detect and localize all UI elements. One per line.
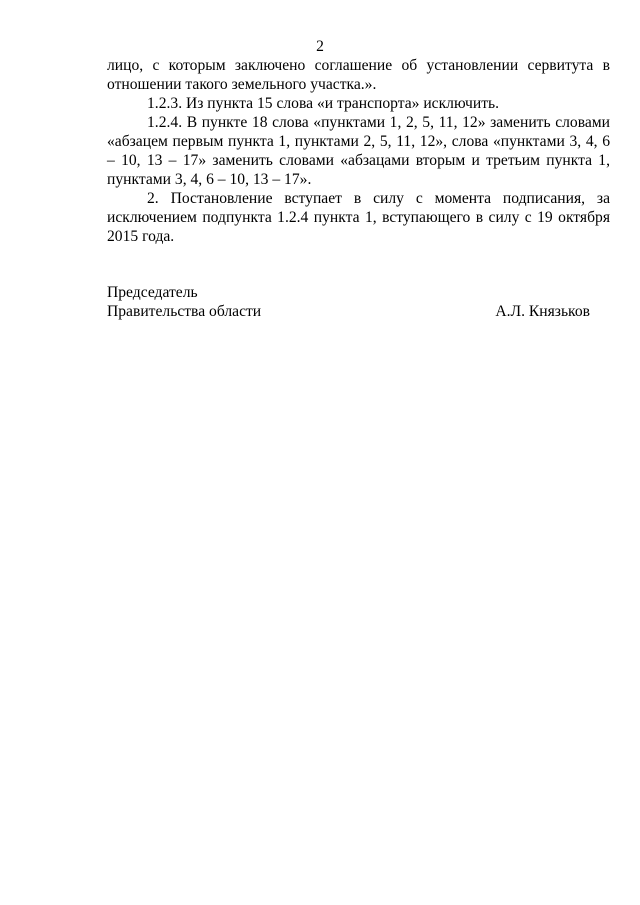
signature-block xyxy=(107,283,590,321)
signatory-name: А.Л. Князьков xyxy=(495,303,590,320)
page-number: 2 xyxy=(316,38,324,55)
signature-line xyxy=(107,302,590,321)
paragraph-1-2-3: 1.2.3. Из пункта 15 слова «и транспорта» исключить. xyxy=(147,95,500,112)
signatory-title-line2: Правительства области xyxy=(107,303,262,320)
paragraph-1-2-4: 1.2.4. В пункте 18 слова «пунктами 1, 2, 5, 11, 12» заменить словами «абзацем первым пункта 1, пунктами 2, 5, 11, 12», слова «пунктами 3, 4, 6 – 10, 13 – 17» заменить словами «абзацами вторым и третьим пункта 1, пунктами 3, 4, 6 – 10, 13 – 17». xyxy=(107,114,610,188)
signatory-title-line1: Председатель xyxy=(107,284,198,301)
paragraph-continuation: лицо, с которым заключено соглашение об установлении сервитута в отношении такого земельного участка.». xyxy=(107,57,610,93)
paragraph-2: 2. Постановление вступает в силу с момента подписания, за исключением подпункта 1.2.4 пункта 1, вступающего в силу с 19 октября 2015 года. xyxy=(107,190,610,245)
document-body xyxy=(107,56,610,246)
